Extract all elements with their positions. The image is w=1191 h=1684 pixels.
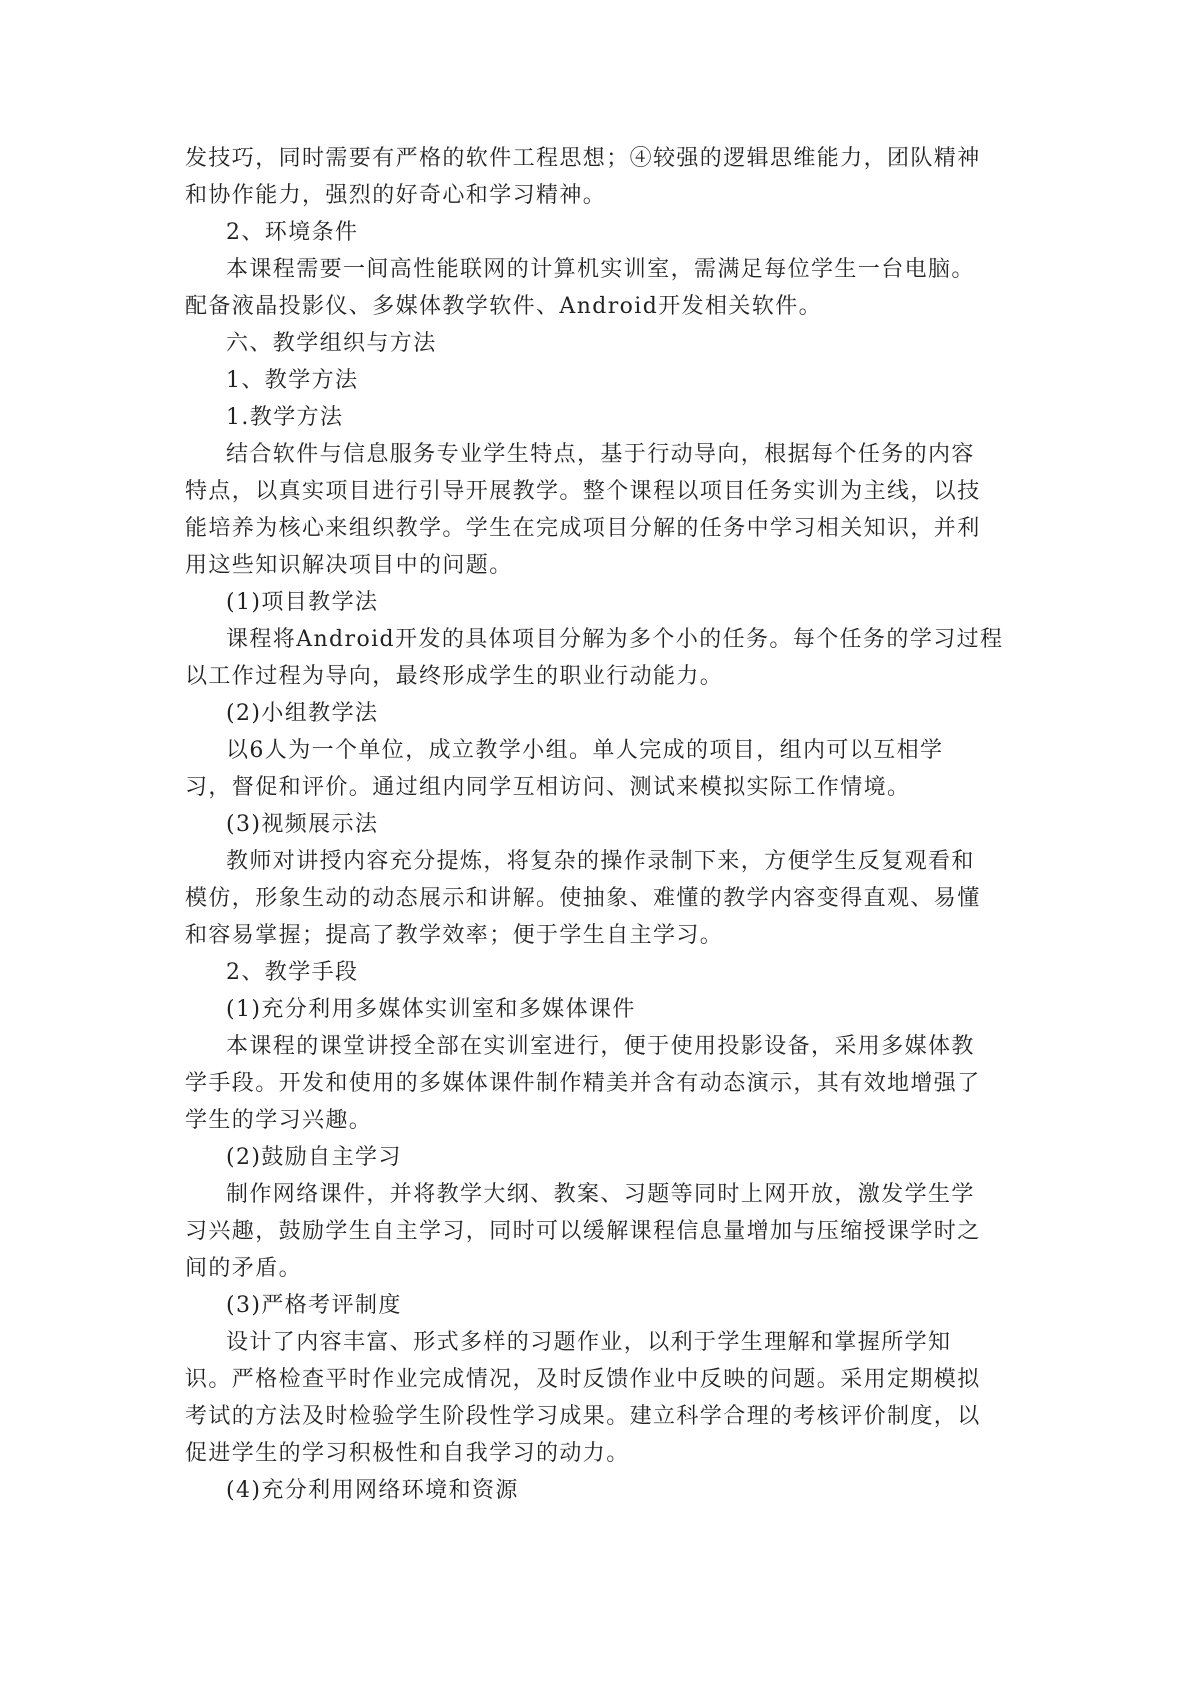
paragraph-line: 学生的学习兴趣。 xyxy=(185,1108,373,1133)
paragraph-line-indented: 1.教学方法 xyxy=(226,405,344,430)
paragraph-line-indented: 以6人为一个单位，成立教学小组。单人完成的项目，组内可以互相学 xyxy=(226,738,944,763)
paragraph-line-indented: 1、教学方法 xyxy=(226,368,359,393)
paragraph-line: 和容易掌握；提高了教学效率；便于学生自主学习。 xyxy=(185,923,724,948)
paragraph-line-indented: 六、教学组织与方法 xyxy=(226,331,437,356)
paragraph-line: 学手段。开发和使用的多媒体课件制作精美并含有动态演示，其有效地增强了 xyxy=(185,1071,981,1096)
paragraph-line-indented: (3)视频展示法 xyxy=(226,812,379,837)
paragraph-line-indented: 课程将Android开发的具体项目分解为多个小的任务。每个任务的学习过程 xyxy=(226,627,1004,652)
paragraph-line-indented: (1)项目教学法 xyxy=(226,590,379,615)
paragraph-line: 考试的方法及时检验学生阶段性学习成果。建立科学合理的考核评价制度，以 xyxy=(185,1404,981,1429)
paragraph-line-indented: 2、教学手段 xyxy=(226,960,359,985)
paragraph-line: 能培养为核心来组织教学。学生在完成项目分解的任务中学习相关知识，并利 xyxy=(185,516,981,541)
paragraph-line: 和协作能力，强烈的好奇心和学习精神。 xyxy=(185,183,607,208)
paragraph-line: 用这些知识解决项目中的问题。 xyxy=(185,553,513,578)
paragraph-line: 发技巧，同时需要有严格的软件工程思想；④较强的逻辑思维能力，团队精神 xyxy=(185,146,981,171)
paragraph-line-indented: 2、环境条件 xyxy=(226,220,359,245)
paragraph-line-indented: 制作网络课件，并将教学大纲、教案、习题等同时上网开放，激发学生学 xyxy=(226,1182,975,1207)
paragraph-line-indented: (2)鼓励自主学习 xyxy=(226,1145,402,1170)
paragraph-line-indented: 教师对讲授内容充分提炼，将复杂的操作录制下来，方便学生反复观看和 xyxy=(226,849,975,874)
paragraph-line-indented: 设计了内容丰富、形式多样的习题作业，以利于学生理解和掌握所学知 xyxy=(226,1330,952,1355)
paragraph-line: 习，督促和评价。通过组内同学互相访问、测试来模拟实际工作情境。 xyxy=(185,775,911,800)
paragraph-line-indented: (4)充分利用网络环境和资源 xyxy=(226,1478,519,1503)
paragraph-line: 习兴趣，鼓励学生自主学习，同时可以缓解课程信息量增加与压缩授课学时之 xyxy=(185,1219,981,1244)
paragraph-line: 促进学生的学习积极性和自我学习的动力。 xyxy=(185,1441,630,1466)
paragraph-line-indented: 本课程的课堂讲授全部在实训室进行，便于使用投影设备，采用多媒体教 xyxy=(226,1034,975,1059)
document-body xyxy=(185,140,1015,1509)
paragraph-line-indented: 本课程需要一间高性能联网的计算机实训室，需满足每位学生一台电脑。 xyxy=(226,257,975,282)
paragraph-line: 间的矛盾。 xyxy=(185,1256,303,1281)
paragraph-line: 配备液晶投影仪、多媒体教学软件、Android开发相关软件。 xyxy=(185,294,823,319)
paragraph-line: 以工作过程为导向，最终形成学生的职业行动能力。 xyxy=(185,664,724,689)
paragraph-line: 识。严格检查平时作业完成情况，及时反馈作业中反映的问题。采用定期模拟 xyxy=(185,1367,981,1392)
paragraph-line-indented: (3)严格考评制度 xyxy=(226,1293,402,1318)
paragraph-line-indented: (1)充分利用多媒体实训室和多媒体课件 xyxy=(226,997,636,1022)
paragraph-line-indented: (2)小组教学法 xyxy=(226,701,379,726)
paragraph-line-indented: 结合软件与信息服务专业学生特点，基于行动导向，根据每个任务的内容 xyxy=(226,442,975,467)
paragraph-line: 模仿，形象生动的动态展示和讲解。使抽象、难懂的教学内容变得直观、易懂 xyxy=(185,886,981,911)
paragraph-line: 特点，以真实项目进行引导开展教学。整个课程以项目任务实训为主线，以技 xyxy=(185,479,981,504)
